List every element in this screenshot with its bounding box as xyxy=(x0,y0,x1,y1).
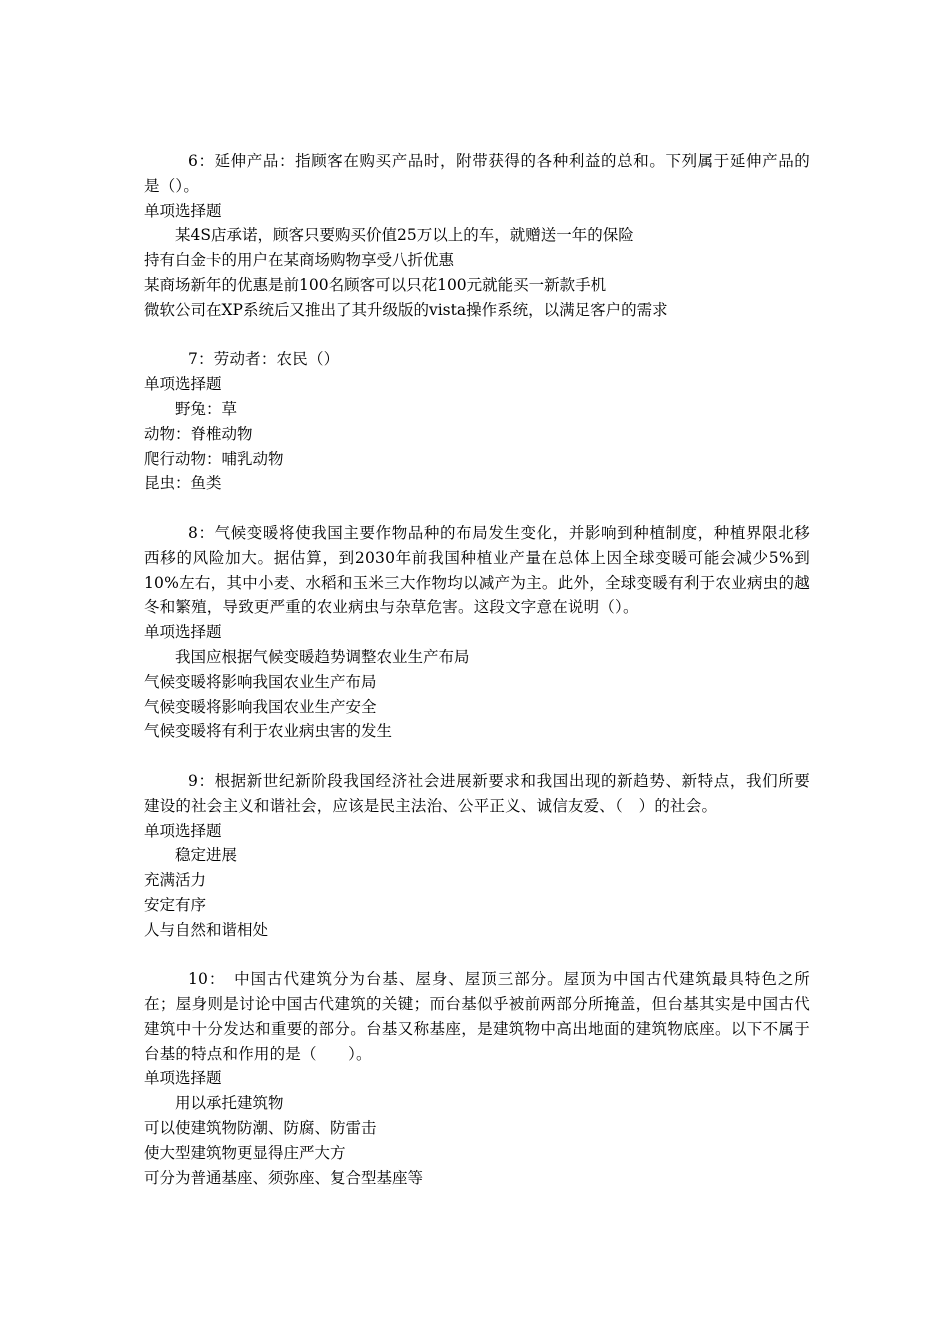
option-c: 使大型建筑物更显得庄严大方 xyxy=(144,1143,346,1162)
question-7 xyxy=(144,347,810,496)
question-9 xyxy=(144,769,810,943)
question-8 xyxy=(144,521,810,744)
question-stem: 10： 中国古代建筑分为台基、屋身、屋顶三部分。屋顶为中国古代建筑最具特色之所在；屋身则是讨论中国古代建筑的关键；而台基似乎被前两部分所掩盖，但台基其实是中国古代建筑中十分发达和重要的部分。台基又称基座，是建筑物中高出地面的建筑物底座。以下不属于台基的特点和作用的是（ ）。 xyxy=(144,970,810,1063)
option-d: 人与自然和谐相处 xyxy=(144,920,269,939)
question-stem: 9：根据新世纪新阶段我国经济社会进展新要求和我国出现的新趋势、新特点，我们所要建设的社会主义和谐社会，应该是民主法治、公平正义、诚信友爱、（ ）的社会。 xyxy=(144,771,810,815)
option-d: 气候变暖将有利于农业病虫害的发生 xyxy=(144,722,393,741)
question-6 xyxy=(144,149,810,323)
question-stem: 7：劳动者：农民（） xyxy=(188,350,340,369)
question-type: 单项选择题 xyxy=(144,375,222,394)
option-c: 爬行动物：哺乳动物 xyxy=(144,449,284,468)
option-a: 稳定进展 xyxy=(175,846,238,865)
question-10 xyxy=(144,967,810,1190)
question-type: 单项选择题 xyxy=(144,821,222,840)
option-b: 可以使建筑物防潮、防腐、防雷击 xyxy=(144,1119,377,1138)
option-c: 某商场新年的优惠是前100名顾客可以只花100元就能买一新款手机 xyxy=(144,275,607,294)
question-stem: 6：延伸产品：指顾客在购买产品时，附带获得的各种利益的总和。下列属于延伸产品的是（）。 xyxy=(144,152,810,195)
option-a: 野兔：草 xyxy=(175,399,238,418)
option-a: 用以承托建筑物 xyxy=(175,1094,284,1113)
question-type: 单项选择题 xyxy=(144,1069,222,1088)
option-a: 我国应根据气候变暖趋势调整农业生产布局 xyxy=(175,647,470,666)
option-c: 安定有序 xyxy=(144,895,207,914)
option-b: 充满活力 xyxy=(144,871,207,890)
question-type: 单项选择题 xyxy=(144,201,222,220)
question-stem: 8：气候变暖将使我国主要作物品种的布局发生变化，并影响到种植制度，种植界限北移西移的风险加大。据估算，到2030年前我国种植业产量在总体上因全球变暖可能会减少5%到10%左右，其中小麦、水稻和玉米三大作物均以减产为主。此外，全球变暖有利于农业病虫的越冬和繁殖，导致更严重的农业病虫与杂草危害。这段文字意在说明（）。 xyxy=(144,523,810,617)
option-b: 动物：脊椎动物 xyxy=(144,424,253,443)
option-a: 某4S店承诺，顾客只要购买价值25万以上的车，就赠送一年的保险 xyxy=(175,226,634,245)
option-d: 可分为普通基座、须弥座、复合型基座等 xyxy=(144,1168,424,1187)
option-d: 微软公司在XP系统后又推出了其升级版的vista操作系统，以满足客户的需求 xyxy=(144,300,668,319)
option-b: 持有白金卡的用户在某商场购物享受八折优惠 xyxy=(144,251,455,270)
option-b: 气候变暖将影响我国农业生产布局 xyxy=(144,672,377,691)
document-page xyxy=(144,149,810,1215)
option-d: 昆虫：鱼类 xyxy=(144,474,222,493)
option-c: 气候变暖将影响我国农业生产安全 xyxy=(144,697,377,716)
question-type: 单项选择题 xyxy=(144,623,222,642)
